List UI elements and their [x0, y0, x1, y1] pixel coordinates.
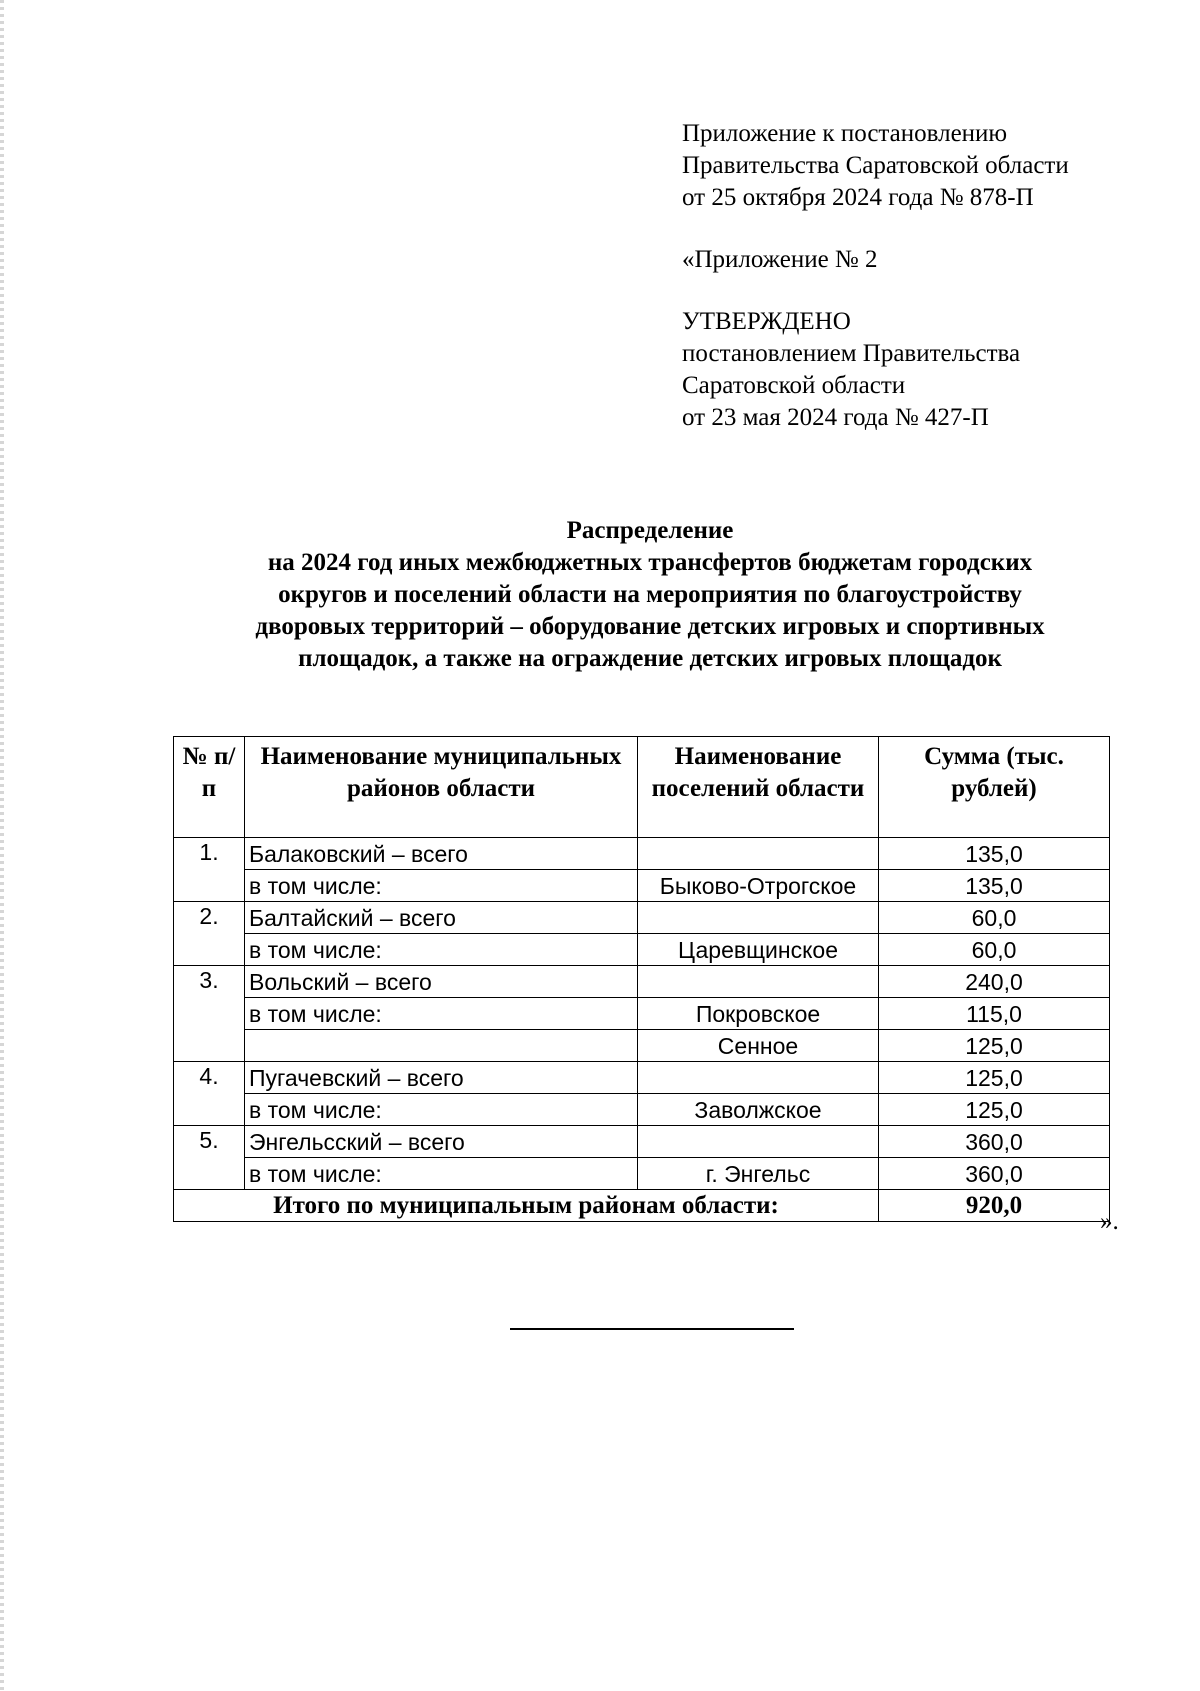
approved-line: Саратовской области — [682, 372, 906, 399]
sum-cell: 360,0 — [879, 1158, 1110, 1190]
table-row — [174, 934, 1110, 966]
sum-cell: 240,0 — [879, 966, 1110, 998]
district-cell: в том числе: — [245, 934, 638, 966]
table-row — [174, 870, 1110, 902]
settlement-cell — [638, 838, 879, 870]
district-cell: Энгельсский – всего — [245, 1126, 638, 1158]
settlement-cell: Быково-Отрогское — [638, 870, 879, 902]
settlement-cell: г. Энгельс — [638, 1158, 879, 1190]
sum-cell: 60,0 — [879, 934, 1110, 966]
sum-cell: 135,0 — [879, 870, 1110, 902]
title-line: на 2024 год иных межбюджетных трансфертов бюджетам городских — [267, 549, 1033, 576]
header-line: Приложение к постановлению — [682, 120, 1008, 147]
settlement-cell: Сенное — [638, 1030, 879, 1062]
table-row — [174, 966, 1110, 998]
header-settlement: Наименование поселений области — [638, 737, 879, 838]
row-number: 1. — [174, 838, 245, 902]
table-row — [174, 1094, 1110, 1126]
table-row — [174, 1062, 1110, 1094]
table-row — [174, 1030, 1110, 1062]
district-cell: в том числе: — [245, 1158, 638, 1190]
distribution-table — [173, 736, 1110, 1222]
title-line: площадок, а также на ограждение детских игровых площадок — [298, 645, 1002, 672]
district-cell — [245, 1030, 638, 1062]
sum-cell: 125,0 — [879, 1094, 1110, 1126]
settlement-cell — [638, 1126, 879, 1158]
header-sum: Сумма (тыс. рублей) — [879, 737, 1110, 838]
sum-cell: 115,0 — [879, 998, 1110, 1030]
sum-cell: 360,0 — [879, 1126, 1110, 1158]
district-cell: Пугачевский – всего — [245, 1062, 638, 1094]
approved-line: постановлением Правительства — [682, 340, 1021, 367]
table-total-row — [174, 1190, 1110, 1222]
table-header-row — [174, 737, 1110, 838]
district-cell: в том числе: — [245, 1094, 638, 1126]
scan-edge — [0, 0, 4, 1691]
settlement-cell — [638, 1062, 879, 1094]
settlement-cell: Царевщинское — [638, 934, 879, 966]
settlement-cell: Заволжское — [638, 1094, 879, 1126]
signature-line — [510, 1328, 794, 1330]
settlement-cell: Покровское — [638, 998, 879, 1030]
title-line: округов и поселений области на мероприятия по благоустройству — [278, 581, 1022, 608]
settlement-cell — [638, 966, 879, 998]
district-cell: в том числе: — [245, 998, 638, 1030]
district-cell: Балтайский – всего — [245, 902, 638, 934]
row-number: 4. — [174, 1062, 245, 1126]
sum-cell: 60,0 — [879, 902, 1110, 934]
table-row — [174, 1158, 1110, 1190]
district-cell: в том числе: — [245, 870, 638, 902]
district-cell: Балаковский – всего — [245, 838, 638, 870]
closing-quote: ». — [1100, 1208, 1119, 1235]
sum-cell: 125,0 — [879, 1030, 1110, 1062]
approved-line: УТВЕРЖДЕНО — [682, 308, 851, 335]
document-title — [150, 515, 1150, 675]
sum-cell: 125,0 — [879, 1062, 1110, 1094]
header-num: № п/п — [174, 737, 245, 838]
table-row — [174, 838, 1110, 870]
row-number: 5. — [174, 1126, 245, 1190]
total-value: 920,0 — [879, 1190, 1110, 1222]
header-block — [682, 118, 1182, 434]
total-label: Итого по муниципальным районам области: — [174, 1190, 879, 1222]
table-row — [174, 902, 1110, 934]
table-row — [174, 1126, 1110, 1158]
title-line: Распределение — [566, 517, 734, 544]
settlement-cell — [638, 902, 879, 934]
header-line: от 25 октября 2024 года № 878-П — [682, 184, 1034, 211]
district-cell: Вольский – всего — [245, 966, 638, 998]
row-number: 3. — [174, 966, 245, 1062]
approved-line: от 23 мая 2024 года № 427-П — [682, 404, 989, 431]
header-line: Правительства Саратовской области — [682, 152, 1069, 179]
sum-cell: 135,0 — [879, 838, 1110, 870]
title-line: дворовых территорий – оборудование детских игровых и спортивных — [255, 613, 1045, 640]
appendix-label: «Приложение № 2 — [682, 246, 878, 273]
table-row — [174, 998, 1110, 1030]
row-number: 2. — [174, 902, 245, 966]
header-district: Наименование муниципальных районов области — [245, 737, 638, 838]
